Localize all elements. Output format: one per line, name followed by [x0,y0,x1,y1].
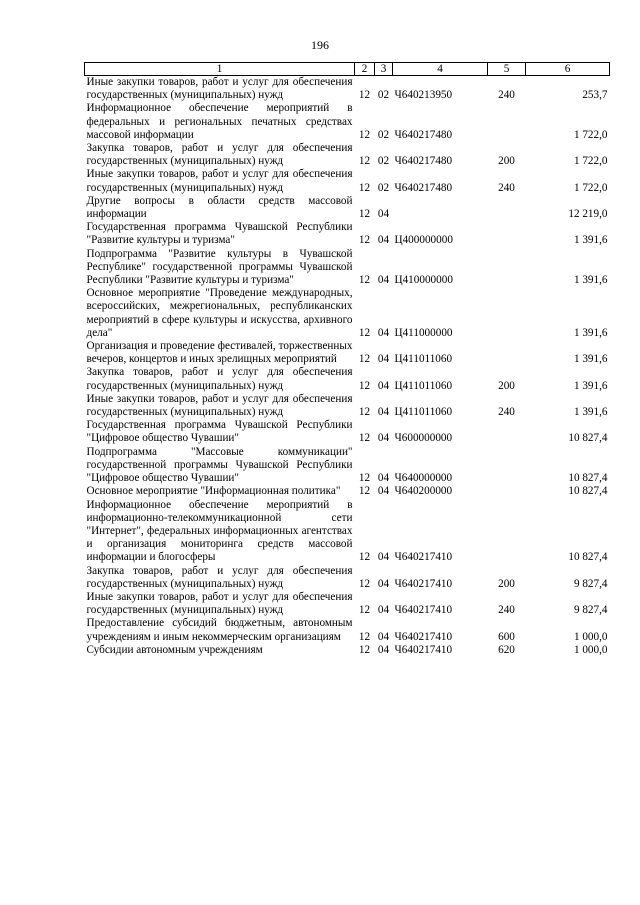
row-target-article: Ч640217410 [394,643,453,656]
row-target-article: Ч640000000 [394,472,453,485]
row-amount: 1 391,6 [573,326,608,339]
row-amount: 10 827,4 [568,432,608,445]
row-target-article: Ч600000000 [394,432,453,445]
row-subsection: 04 [377,485,390,498]
row-section: 12 [358,155,371,168]
row-name: Государственная программа Чувашской Республики "Цифровое общество Чувашии" [86,419,353,445]
row-target-article: Ц411011060 [394,406,453,419]
table-row [85,446,610,486]
table-row [85,617,610,643]
row-section: 12 [358,326,371,339]
row-subsection: 04 [377,353,390,366]
row-expense-type [488,485,526,498]
row-section: 12 [358,208,371,221]
row-amount: 10 827,4 [568,485,608,498]
row-subsection: 04 [377,604,390,617]
row-expense-type: 620 [498,643,515,656]
table-body [85,76,610,657]
row-name: Закупка товаров, работ и услуг для обеспечения государственных (муниципальных) нужд [86,366,353,392]
row-target-article: Ч640217480 [394,128,453,141]
row-name: Иные закупки товаров, работ и услуг для обеспечения государственных (муниципальных) нужд [86,392,353,419]
row-name: Подпрограмма "Развитие культуры в Чувашской Республике" государственной программы Чувашской Республики "Развитие культуры и туризма" [86,247,353,287]
row-expense-type: 200 [498,379,515,392]
row-section: 12 [358,472,371,485]
table-row [85,287,610,340]
row-subsection: 04 [377,577,390,590]
row-target-article: Ч640200000 [394,485,453,498]
row-subsection: 04 [377,208,390,221]
row-expense-type: 240 [498,604,515,617]
row-name: Субсидии автономным учреждениям [86,643,263,656]
row-section: 12 [358,181,371,194]
row-expense-type: 600 [498,630,515,643]
table-row [85,485,610,498]
header-col-6: 6 [526,63,610,76]
row-name: Другие вопросы в области средств массовой информации [86,194,353,221]
row-subsection: 04 [377,432,390,445]
row-target-article: Ч640217480 [394,181,453,194]
row-expense-type [488,102,526,142]
row-subsection: 04 [377,274,390,287]
row-section: 12 [358,432,371,445]
row-name: Основное мероприятие "Проведение международных, всероссийских, межрегиональных, республиканских мероприятий в сфере культуры и искусства, архивного дела" [86,287,353,339]
row-section: 12 [358,485,371,498]
row-amount: 253,7 [582,89,608,102]
row-amount: 1 391,6 [573,274,608,287]
header-col-1: 1 [85,63,355,76]
table-row [85,340,610,366]
row-expense-type [488,340,526,366]
row-section: 12 [358,379,371,392]
table-row [85,195,610,221]
table-row [85,168,610,194]
table-row [85,591,610,617]
row-expense-type [488,221,526,247]
row-expense-type [488,499,526,565]
header-col-2: 2 [355,63,375,76]
row-amount: 1 722,0 [573,181,608,194]
row-expense-type: 200 [498,155,515,168]
row-subsection: 04 [377,379,390,392]
table-row [85,221,610,247]
row-section: 12 [358,274,371,287]
row-name: Основное мероприятие "Информационная политика" [86,485,341,498]
row-expense-type: 240 [498,181,515,194]
row-subsection: 04 [377,406,390,419]
row-amount: 9 827,4 [573,604,608,617]
row-section: 12 [358,89,371,102]
row-name: Закупка товаров, работ и услуг для обеспечения государственных (муниципальных) нужд [86,142,353,168]
row-subsection: 02 [377,89,390,102]
row-target-article: Ц410000000 [394,274,453,287]
row-name: Организация и проведение фестивалей, торжественных вечеров, концертов и иных зрелищных мероприятий [86,340,353,366]
row-name: Иные закупки товаров, работ и услуг для обеспечения государственных (муниципальных) нужд [86,76,353,102]
row-target-article: Ч640217410 [394,604,453,617]
header-col-3: 3 [375,63,393,76]
table-row [85,366,610,392]
row-target-article: Ц400000000 [394,234,453,247]
page-number: 196 [311,38,329,52]
row-target-article [393,195,488,221]
row-subsection: 02 [377,155,390,168]
row-name: Информационное обеспечение мероприятий в федеральных и региональных печатных средствах массовой информации [86,102,353,141]
row-amount: 10 827,4 [568,472,608,485]
row-amount: 10 827,4 [568,551,608,564]
table-row [85,565,610,591]
table-row [85,499,610,565]
row-amount: 1 000,0 [573,630,608,643]
row-subsection: 02 [377,128,390,141]
row-name: Предоставление субсидий бюджетным, автономным учреждениям и иным некоммерческим организациям [86,617,353,643]
row-amount: 1 391,6 [573,353,608,366]
row-expense-type [488,446,526,486]
row-expense-type [488,287,526,340]
table-header [85,63,610,76]
row-section: 12 [358,630,371,643]
row-expense-type: 200 [498,577,515,590]
row-target-article: Ч640217480 [394,155,453,168]
row-amount: 1 391,6 [573,406,608,419]
row-subsection: 04 [377,551,390,564]
row-subsection: 04 [377,643,390,656]
budget-table [84,62,610,657]
row-section: 12 [358,234,371,247]
table-row [85,102,610,142]
row-section: 12 [358,604,371,617]
header-col-4: 4 [393,63,488,76]
row-amount: 9 827,4 [573,577,608,590]
row-subsection: 04 [377,472,390,485]
row-subsection: 02 [377,181,390,194]
row-amount: 1 722,0 [573,128,608,141]
row-target-article: Ч640217410 [394,551,453,564]
table-row [85,393,610,419]
header-row [85,63,610,76]
row-amount: 1 391,6 [573,379,608,392]
row-section: 12 [358,643,371,656]
row-amount: 1 722,0 [573,155,608,168]
row-name: Информационное обеспечение мероприятий в информационно-телекоммуникационной сети "Интернет", федеральных информационных агентствах и организация мониторинга средств массовой информации и блогосферы [86,498,353,564]
row-expense-type [488,248,526,288]
row-expense-type: 240 [498,89,515,102]
row-name: Иные закупки товаров, работ и услуг для обеспечения государственных (муниципальных) нужд [86,590,353,617]
row-expense-type [488,195,526,221]
row-target-article: Ч640217410 [394,577,453,590]
row-name: Иные закупки товаров, работ и услуг для обеспечения государственных (муниципальных) нужд [86,168,353,194]
row-amount: 12 219,0 [568,208,608,221]
row-subsection: 04 [377,630,390,643]
row-target-article: Ц411011060 [394,353,453,366]
header-col-5: 5 [488,63,526,76]
table-row [85,644,610,657]
row-amount: 1 000,0 [573,643,608,656]
table-row [85,76,610,103]
row-target-article: Ц411011060 [394,379,453,392]
row-expense-type: 240 [498,406,515,419]
row-expense-type [488,419,526,445]
row-subsection: 04 [377,326,390,339]
row-name: Закупка товаров, работ и услуг для обеспечения государственных (муниципальных) нужд [86,564,353,590]
row-section: 12 [358,128,371,141]
row-amount: 1 391,6 [573,234,608,247]
row-section: 12 [358,577,371,590]
row-target-article: Ч640213950 [394,89,453,102]
row-target-article: Ц411000000 [394,326,453,339]
table-row [85,419,610,445]
row-name: Государственная программа Чувашской Республики "Развитие культуры и туризма" [86,221,353,247]
row-section: 12 [358,551,371,564]
row-target-article: Ч640217410 [394,630,453,643]
row-subsection: 04 [377,234,390,247]
table-row [85,142,610,168]
row-section: 12 [358,353,371,366]
row-section: 12 [358,406,371,419]
table-row [85,248,610,288]
row-name: Подпрограмма "Массовые коммуникации" государственной программы Чувашской Республики "Цифровое общество Чувашии" [86,445,353,485]
